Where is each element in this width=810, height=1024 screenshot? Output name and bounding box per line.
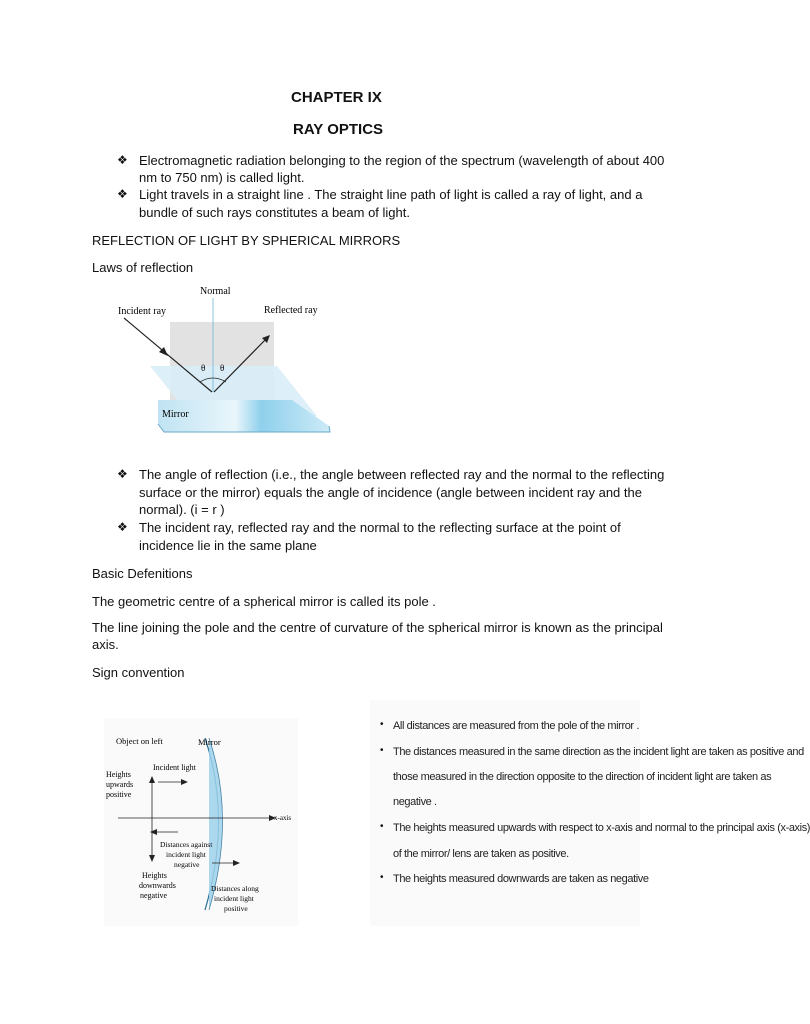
heights-down-label-3: negative bbox=[140, 891, 168, 900]
heights-up-label-1: Heights bbox=[106, 770, 131, 779]
x-axis-label: x-axis bbox=[274, 814, 292, 822]
mirror-label: Mirror bbox=[162, 409, 189, 420]
rule-bullet-icon: • bbox=[380, 821, 384, 832]
sign-rules-panel bbox=[370, 700, 640, 926]
principal-axis-definition-line-1: The line joining the pole and the centre of curvature of the spherical mirror is known as the principal bbox=[92, 620, 663, 635]
page-title: RAY OPTICS bbox=[293, 121, 384, 138]
against-label-3: negative bbox=[174, 860, 200, 869]
along-label-1: Distances along bbox=[211, 884, 259, 893]
principal-axis-definition-line-2: axis. bbox=[92, 637, 119, 652]
laws-heading: Laws of reflection bbox=[92, 260, 194, 275]
law-bullet-2-line-1: The incident ray, reflected ray and the normal to the reflecting surface at the point of bbox=[139, 520, 621, 535]
pole-definition: The geometric centre of a spherical mirror is called its pole . bbox=[92, 594, 436, 609]
bullet-icon: ❖ bbox=[117, 187, 128, 201]
rule-3-line-2: of the mirror/ lens are taken as positive. bbox=[393, 848, 569, 860]
chapter-heading: CHAPTER IX bbox=[291, 89, 382, 106]
heights-down-label-1: Heights bbox=[142, 871, 167, 880]
sign-convention-diagram bbox=[104, 718, 298, 926]
along-label-3: positive bbox=[224, 904, 248, 913]
against-label-1: Distances against bbox=[160, 840, 213, 849]
height-down-arrowhead bbox=[149, 855, 155, 862]
along-label-2: incident light bbox=[214, 894, 254, 903]
incident-ray-label: Incident ray bbox=[118, 306, 167, 317]
bullet-icon: ❖ bbox=[117, 467, 128, 481]
incident-light-label: Incident light bbox=[153, 763, 196, 772]
against-label-2: incident light bbox=[166, 850, 206, 859]
heights-up-label-3: positive bbox=[106, 790, 132, 799]
intro-bullet-1-line-1: Electromagnetic radiation belonging to the region of the spectrum (wavelength of about 400 bbox=[139, 153, 665, 168]
incident-light-arrowhead bbox=[181, 779, 188, 785]
against-arrowhead bbox=[150, 829, 157, 835]
rule-bullet-icon: • bbox=[380, 719, 384, 730]
bullet-icon: ❖ bbox=[117, 153, 128, 167]
rule-2-line-2: those measured in the direction opposite to the direction of incident light are taken as bbox=[393, 771, 772, 783]
heights-up-label-2: upwards bbox=[106, 780, 134, 789]
rule-2-line-3: negative . bbox=[393, 796, 437, 808]
rule-1: All distances are measured from the pole of the mirror . bbox=[393, 720, 639, 732]
theta-right-label: θ bbox=[220, 363, 225, 373]
along-arrowhead bbox=[233, 860, 240, 866]
sign-convention-heading: Sign convention bbox=[92, 665, 185, 680]
reflection-diagram bbox=[112, 280, 338, 446]
law-bullet-2-line-2: incidence lie in the same plane bbox=[139, 538, 317, 553]
theta-left-label: θ bbox=[201, 363, 206, 373]
intro-bullet-2-line-1: Light travels in a straight line . The straight line path of light is called a ray of light, and a bbox=[139, 187, 643, 202]
intro-bullet-1-line-2: nm to 750 nm) is called light. bbox=[139, 170, 305, 185]
intro-bullet-2-line-2: bundle of such rays constitutes a beam of light. bbox=[139, 205, 410, 220]
rule-bullet-icon: • bbox=[380, 745, 384, 756]
bullet-icon: ❖ bbox=[117, 520, 128, 534]
law-bullet-1-line-3: normal). (i = r ) bbox=[139, 502, 225, 517]
heights-down-label-2: downwards bbox=[139, 881, 176, 890]
normal-label: Normal bbox=[200, 286, 231, 297]
height-up-arrowhead bbox=[149, 776, 155, 783]
law-bullet-1-line-1: The angle of reflection (i.e., the angle between reflected ray and the normal to the reflecting bbox=[139, 467, 665, 482]
basic-definitions-heading: Basic Defenitions bbox=[92, 566, 193, 581]
rule-2-line-1: The distances measured in the same direction as the incident light are taken as positive and bbox=[393, 746, 804, 758]
law-bullet-1-line-2: surface or the mirror) equals the angle of incidence (angle between incident ray and the bbox=[139, 485, 642, 500]
rule-3-line-1: The heights measured upwards with respect to x-axis and normal to the principal axis (x-axis) bbox=[393, 822, 810, 834]
object-on-left-label: Object on left bbox=[116, 736, 163, 746]
rule-4: The heights measured downwards are taken as negative bbox=[393, 873, 649, 885]
rule-bullet-icon: • bbox=[380, 872, 384, 883]
mirror-label: Mirror bbox=[198, 737, 221, 747]
section-heading-reflection: REFLECTION OF LIGHT BY SPHERICAL MIRRORS bbox=[92, 233, 401, 248]
reflected-ray-label: Reflected ray bbox=[264, 305, 318, 316]
